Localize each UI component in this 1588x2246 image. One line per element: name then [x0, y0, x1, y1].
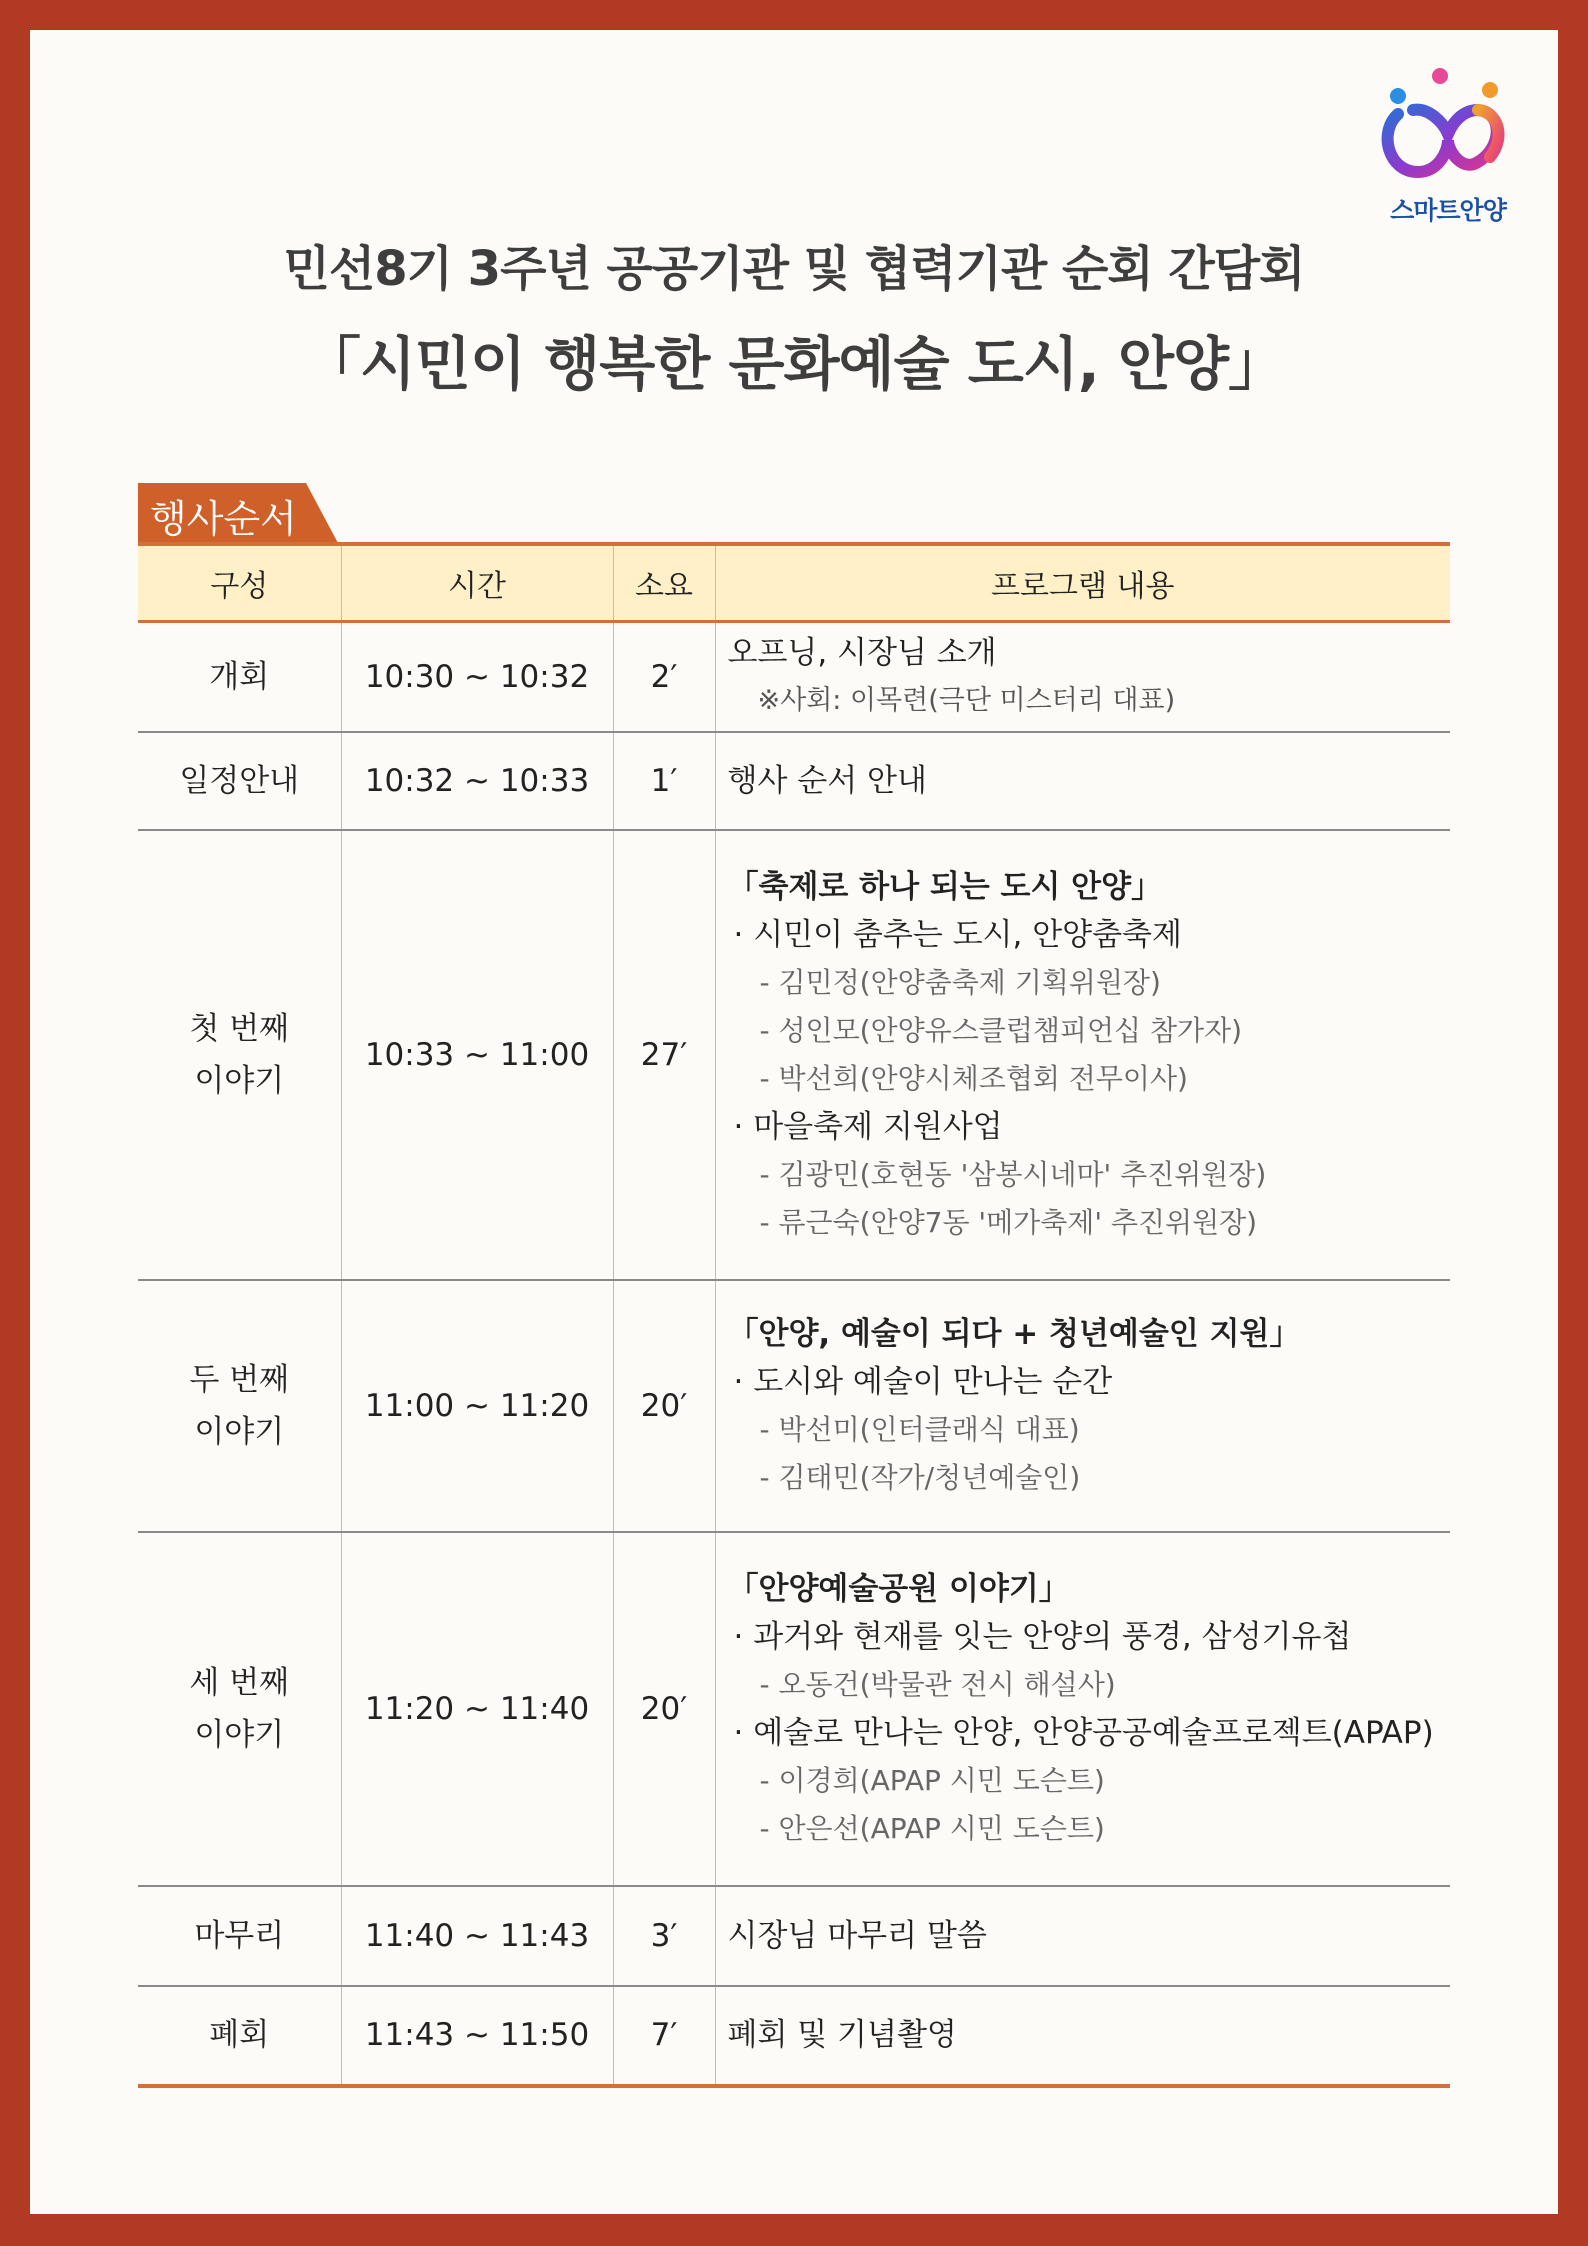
cell-part — [138, 1280, 341, 1532]
cell-duration: 7′ — [613, 1986, 715, 2086]
program-item: · 시민이 춤추는 도시, 안양춤축제 — [733, 916, 1182, 953]
cell-part — [138, 830, 341, 1280]
column-header-duration: 소요 — [613, 544, 715, 622]
part-label: 세 번째 — [189, 1664, 290, 1701]
speaker-line: - 김민정(안양춤축제 기획위원장) — [759, 965, 1161, 999]
cell-program — [715, 1986, 1450, 2086]
event-title: 「시민이 행복한 문화예술 도시, 안양」 — [302, 330, 1286, 398]
program-text: 폐회 및 기념촬영 — [727, 2017, 957, 2053]
table-row — [138, 732, 1450, 830]
cell-part — [138, 1886, 341, 1986]
speaker-line: - 성인모(안양유스클럽챔피언십 참가자) — [759, 1013, 1243, 1047]
table-row — [138, 1532, 1450, 1886]
speaker-line: - 이경희(APAP 시민 도슨트) — [759, 1763, 1105, 1797]
cell-program — [715, 1280, 1450, 1532]
cell-program — [715, 1532, 1450, 1886]
column-header-program: 프로그램 내용 — [715, 544, 1450, 622]
cell-program — [715, 1886, 1450, 1986]
part-label: 마무리 — [194, 1917, 285, 1954]
cell-time: 11:20 ~ 11:40 — [341, 1532, 613, 1886]
speaker-line: - 박선미(인터클래식 대표) — [759, 1412, 1080, 1446]
part-label: 첫 번째 — [189, 1010, 290, 1047]
table-row — [138, 1886, 1450, 1986]
program-text: 오프닝, 시장님 소개 — [727, 634, 997, 671]
document-sheet — [30, 30, 1558, 2214]
cell-duration: 2′ — [613, 622, 715, 732]
cell-duration: 20′ — [613, 1532, 715, 1886]
program-note: ※사회: 이목련(극단 미스터리 대표) — [757, 684, 1176, 716]
program-schedule-table — [138, 542, 1450, 2088]
speaker-line: - 안은선(APAP 시민 도슨트) — [759, 1811, 1105, 1845]
cell-part — [138, 1986, 341, 2086]
speaker-line: - 오동건(박물관 전시 해설사) — [759, 1667, 1116, 1701]
table-body — [138, 622, 1450, 2086]
logo-text: 스마트안양 — [1390, 196, 1506, 225]
smart-anyang-logo — [1378, 62, 1518, 227]
cell-time: 10:32 ~ 10:33 — [341, 732, 613, 830]
program-title: 「안양예술공원 이야기」 — [727, 1570, 1070, 1607]
cell-time: 11:00 ~ 11:20 — [341, 1280, 613, 1532]
program-item: · 예술로 만나는 안양, 안양공공예술프로젝트(APAP) — [733, 1714, 1434, 1751]
cell-time: 10:30 ~ 10:32 — [341, 622, 613, 732]
program-title: 「축제로 하나 되는 도시 안양」 — [727, 868, 1163, 905]
part-label: 이야기 — [194, 1413, 285, 1450]
part-label: 이야기 — [194, 1716, 285, 1753]
cell-duration: 27′ — [613, 830, 715, 1280]
cell-part — [138, 732, 341, 830]
cell-time: 11:43 ~ 11:50 — [341, 1986, 613, 2086]
cell-program — [715, 622, 1450, 732]
speaker-line: - 김태민(작가/청년예술인) — [759, 1460, 1081, 1494]
cell-part — [138, 1532, 341, 1886]
part-label: 두 번째 — [189, 1361, 290, 1398]
program-title: 「안양, 예술이 되다 + 청년예술인 지원」 — [727, 1315, 1301, 1352]
program-item: · 마을축제 지원사업 — [733, 1108, 1003, 1145]
speaker-line: - 박선희(안양시체조협회 전무이사) — [759, 1061, 1188, 1095]
cell-part — [138, 622, 341, 732]
cell-program — [715, 732, 1450, 830]
part-label: 개회 — [209, 658, 270, 695]
cell-duration: 1′ — [613, 732, 715, 830]
part-label: 일정안내 — [179, 762, 300, 799]
table-row — [138, 1986, 1450, 2086]
cell-time: 10:33 ~ 11:00 — [341, 830, 613, 1280]
part-label: 폐회 — [209, 2017, 270, 2053]
part-label: 이야기 — [194, 1062, 285, 1099]
column-header-part: 구성 — [138, 544, 341, 622]
speaker-line: - 류근숙(안양7동 '메가축제' 추진위원장) — [759, 1205, 1258, 1239]
cell-duration: 20′ — [613, 1280, 715, 1532]
cell-duration: 3′ — [613, 1886, 715, 1986]
table-header-row — [138, 544, 1450, 622]
event-subtitle: 민선8기 3주년 공공기관 및 협력기관 순회 간담회 — [283, 241, 1305, 297]
table-row — [138, 622, 1450, 732]
program-item: · 도시와 예술이 만나는 순간 — [733, 1363, 1113, 1400]
title-block — [30, 230, 1558, 401]
table-row — [138, 830, 1450, 1280]
section-label: 행사순서 — [150, 497, 297, 541]
speaker-line: - 김광민(호현동 '삼봉시네마' 추진위원장) — [759, 1157, 1267, 1191]
program-text: 행사 순서 안내 — [727, 762, 927, 799]
column-header-time: 시간 — [341, 544, 613, 622]
cell-time: 11:40 ~ 11:43 — [341, 1886, 613, 1986]
program-text: 시장님 마무리 말씀 — [727, 1917, 987, 1954]
cell-program — [715, 830, 1450, 1280]
table-row — [138, 1280, 1450, 1532]
program-item: · 과거와 현재를 잇는 안양의 풍경, 삼성기유첩 — [733, 1618, 1352, 1655]
